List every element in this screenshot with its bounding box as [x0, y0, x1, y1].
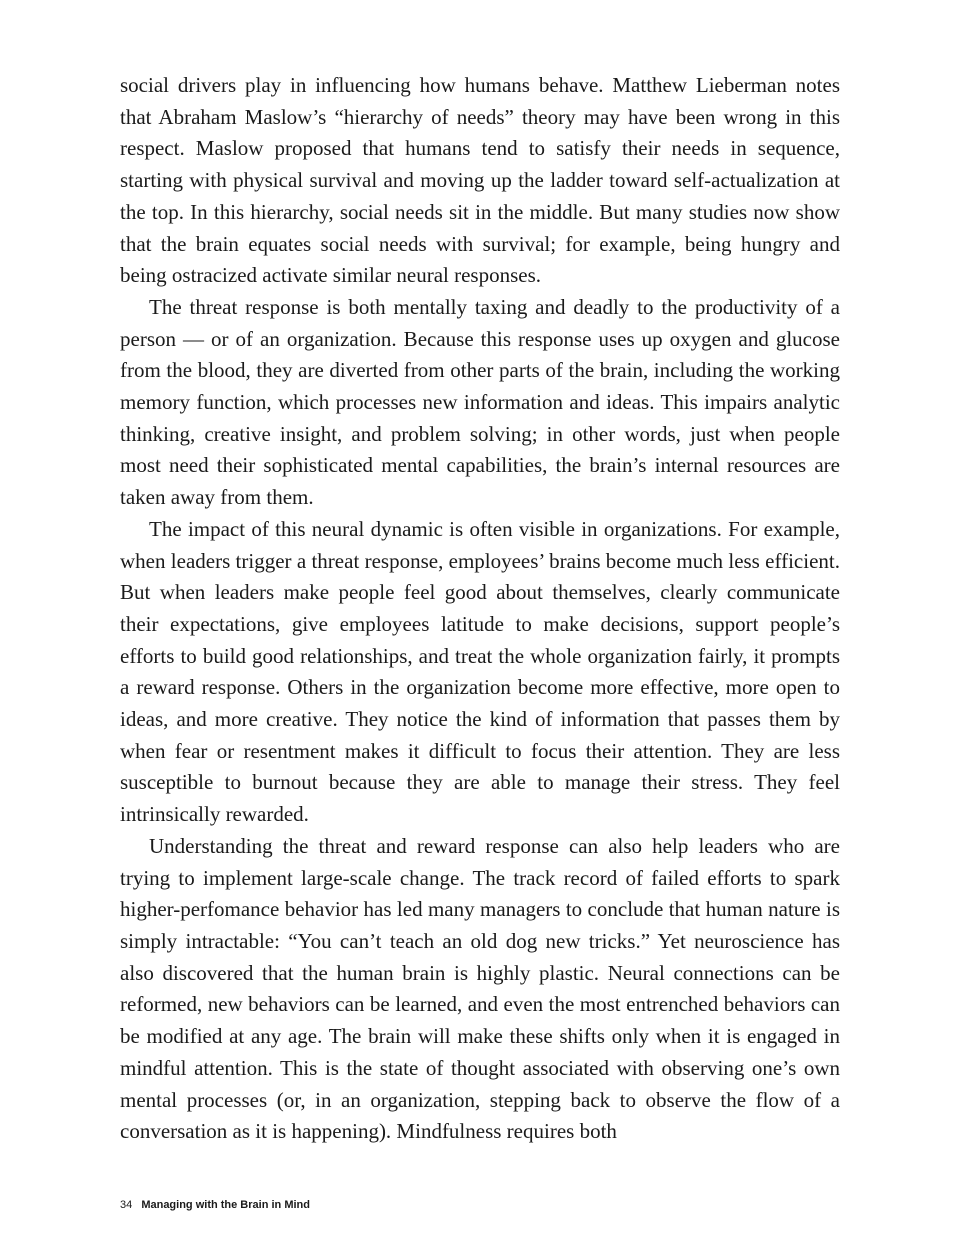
page-body [120, 70, 840, 1148]
page-footer [120, 1199, 310, 1211]
page-number: 34 [120, 1199, 133, 1211]
paragraph-3: The impact of this neural dynamic is often visible in organizations. For example, when leaders trigger a threat response, employees’ brains become much less efficient. But when leaders make people feel good about themselves, clearly communicate their expectations, give employees latitude to make decisions, support people’s efforts to build good relationships, and treat the whole organization fairly, it prompts a reward response. Others in the organization become more effective, more open to ideas, and more creative. They notice the kind of information that passes them by when fear or resentment makes it difficult to focus their attention. They are less susceptible to burnout because they are able to manage their stress. They feel intrinsically rewarded. [120, 516, 840, 827]
paragraph-2: The threat response is both mentally taxing and deadly to the productivity of a person — or of an organization. Because this response uses up oxygen and glucose from the blood, they are diverted from other parts of the brain, including the working memory function, which processes new information and ideas. This impairs analytic thinking, creative insight, and problem solving; in other words, just when people most need their sophisticated mental capabilities, the brain’s internal resources are taken away from them. [120, 294, 840, 510]
paragraph-4: Understanding the threat and reward response can also help leaders who are trying to implement large-scale change. The track record of failed efforts to spark higher-perfomance behavior has led many managers to conclude that human nature is simply intractable: “You can’t teach an old dog new tricks.” Yet neuroscience has also discovered that the human brain is highly plastic. Neural connections can be reformed, new behaviors can be learned, and even the most entrenched behaviors can be modified at any age. The brain will make these shifts only when it is engaged in mindful attention. This is the state of thought associated with observing one’s own mental processes (or, in an organization, stepping back to observe the flow of a conversation as it is happening). Mindfulness requires both [120, 833, 840, 1144]
running-title: Managing with the Brain in Mind [141, 1199, 310, 1211]
paragraph-1: social drivers play in influencing how humans behave. Matthew Lieberman notes that Abraham Maslow’s “hierarchy of needs” theory may have been wrong in this respect. Maslow proposed that humans tend to satisfy their needs in sequence, starting with physical survival and moving up the ladder toward self-actualization at the top. In this hierarchy, social needs sit in the middle. But many studies now show that the brain equates social needs with survival; for example, being hungry and being ostracized activate similar neural responses. [120, 73, 840, 288]
